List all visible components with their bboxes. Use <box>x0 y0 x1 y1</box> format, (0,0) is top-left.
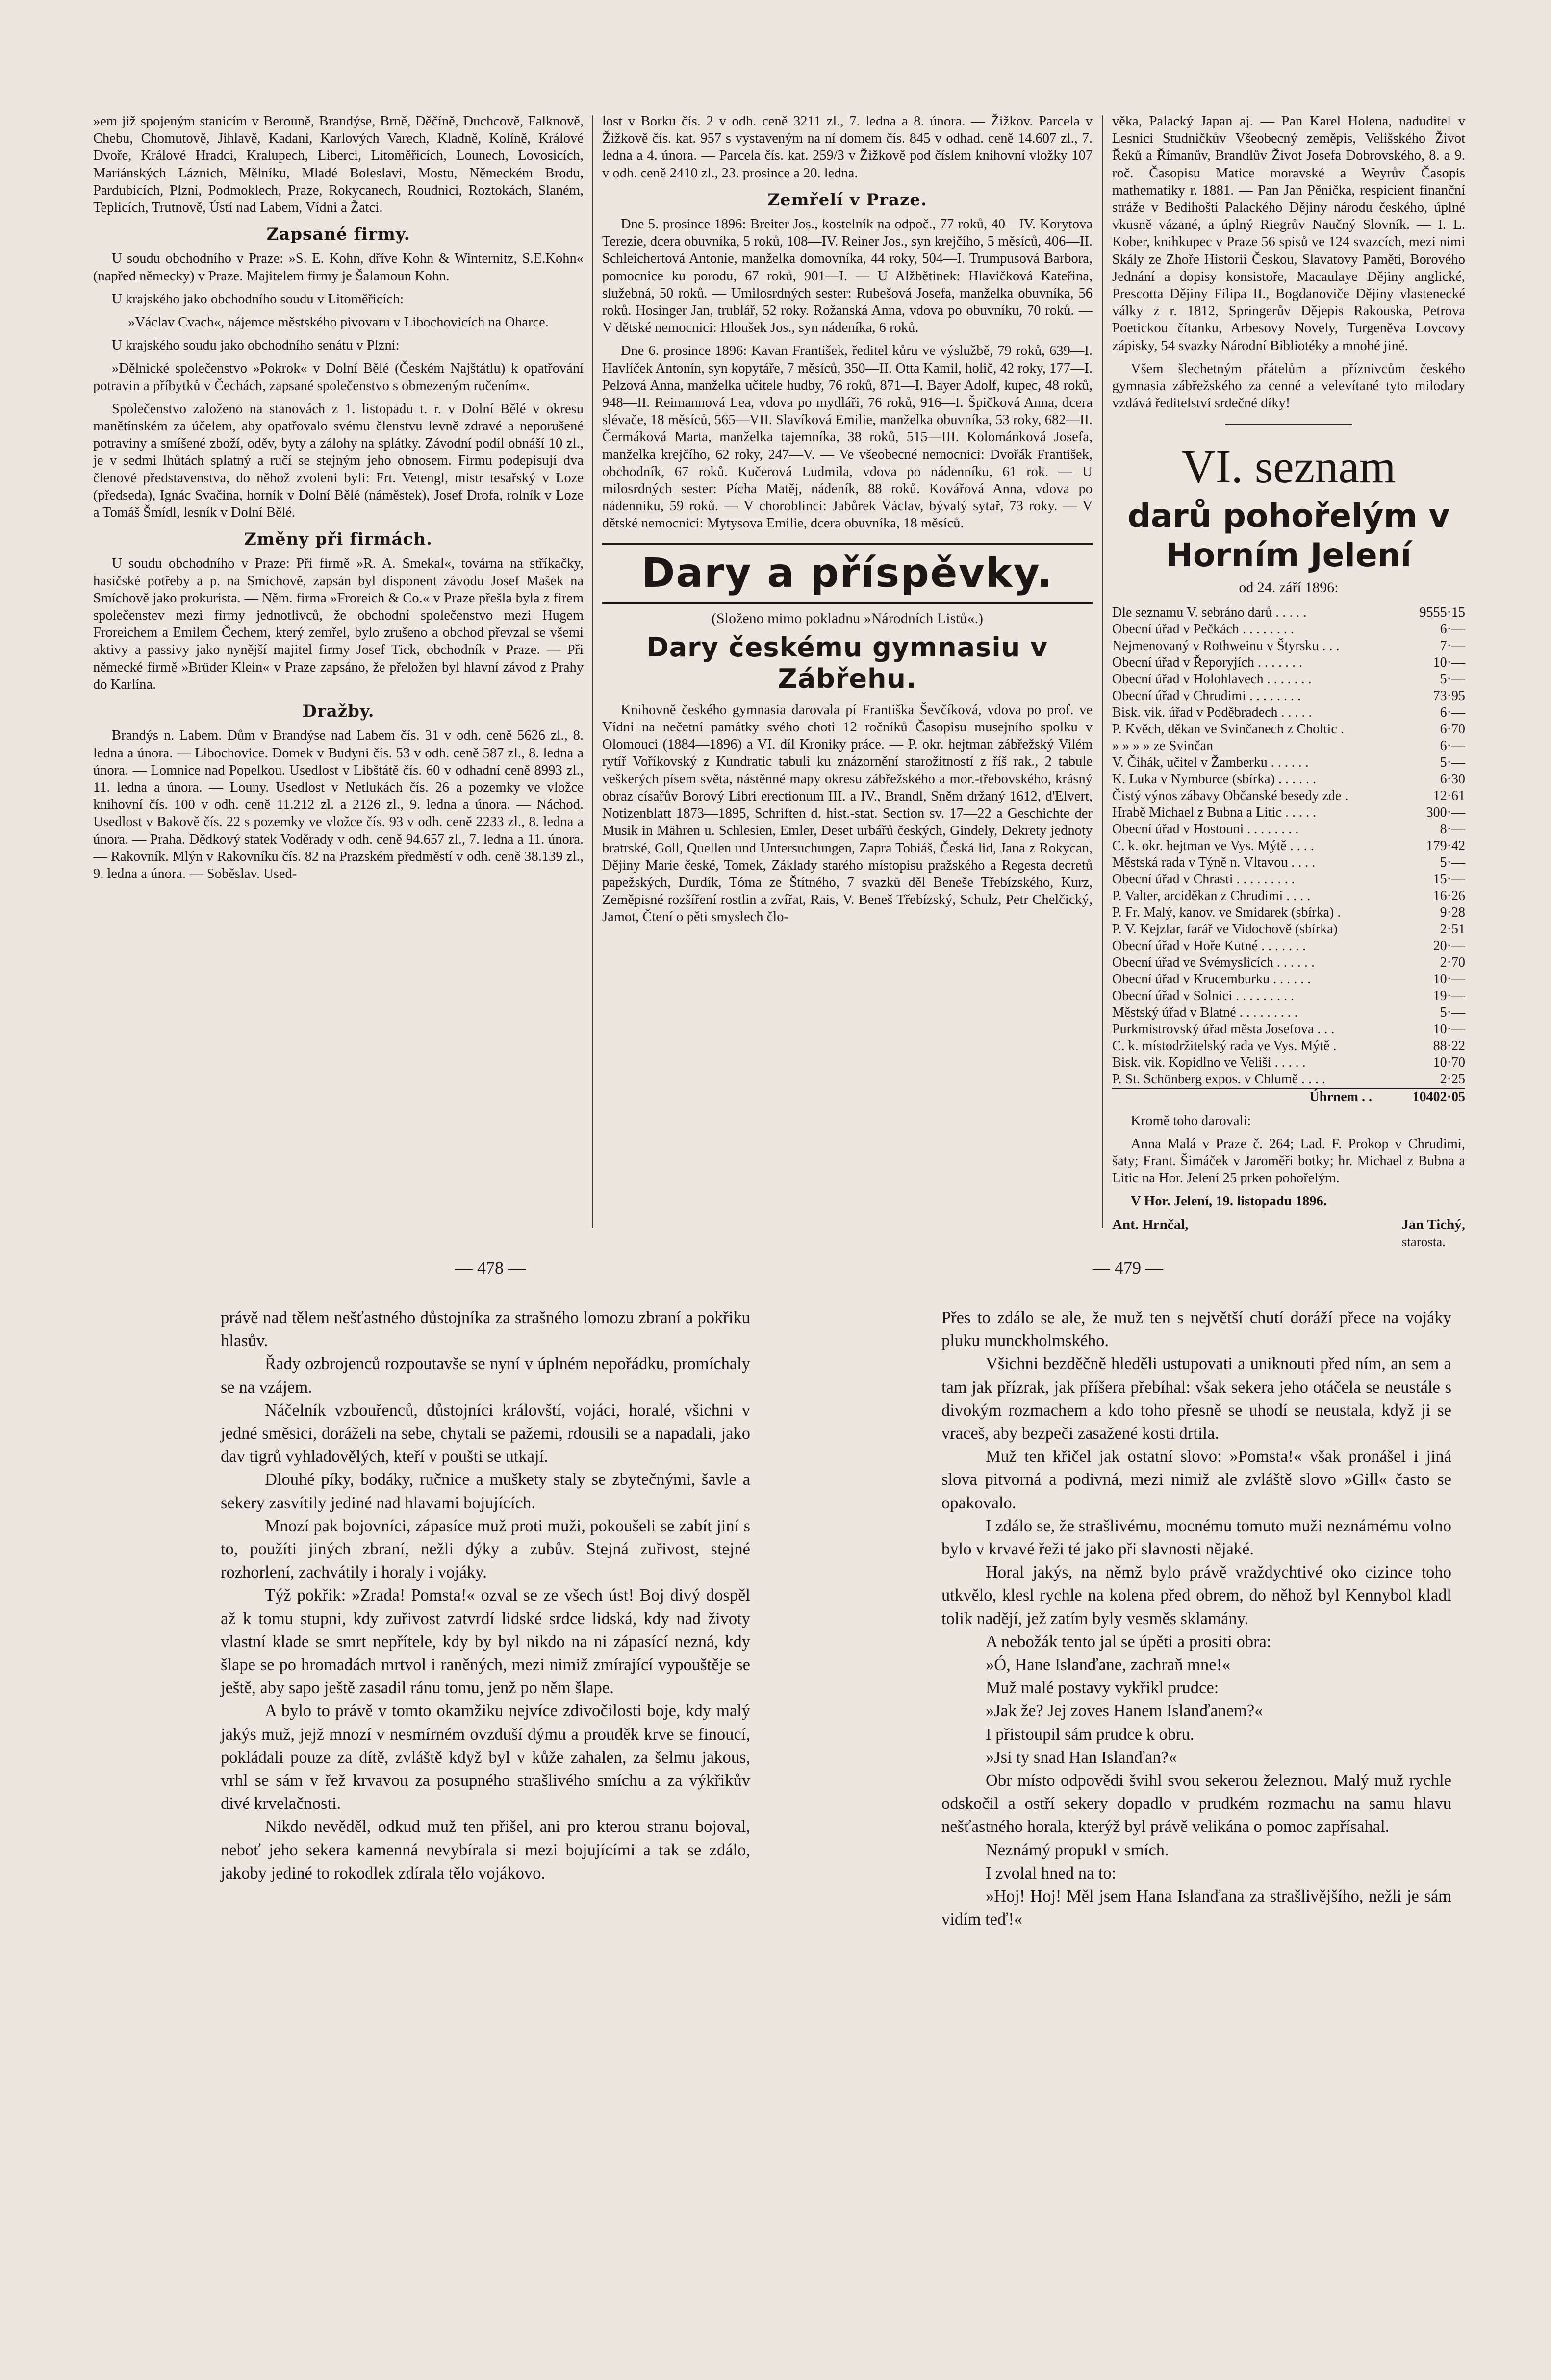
donor-name: Bisk. vik. úřad v Poděbradech . . . . . <box>1112 704 1312 720</box>
column-text: věka, Palacký Japan aj. — Pan Karel Holena, naduditel v Lesnici Studničkův Všeobecný zeměpis, Velišského Život Řeků a Římanův, Brandlův Život Josefa Dobrovského, 8. a 9. roč. Časopisu Matice moravské a Weyrův Časopis mathematiky r. 1881. — Pan Jan Pěnička, respicient finanční stráže v Bedihošti Palackého Dějiny národu českého, úplné vkusně vázané, a úplný Riegrův Naučný Slovník. — I. L. Kober, knihkupec v Praze 56 spisů ve 124 svazcích, mezi nimi Skály ze Zhoře Historii Českou, Slavatovy Paměti, Borového Jednání a dopisy konsistoře, Macaulaye Dějiny anglické, Prescotta Dějiny Filipa II., Bogdanoviče Dějiny vlastenecké války z r. 1812, Springerův Dějepis Rakouska, Petrova Poetickou čítanku, Arbesovy Novely, Turgeněva Lovcovy zápisky, 54 svazky Národní Bibliotéky a mnohé jiné. <box>1112 114 1465 353</box>
book-paragraph: Horal jakýs, na němž bylo právě vraždychtivé oko cizince toho utkvělo, klesl rychle na kolena před obrem, do něhož byl Kennybol kladl tolik nadějí, jež zatím byly vesměs sklamány. <box>941 1563 1451 1628</box>
book-paragraph: Týž pokřik: »Zrada! Pomsta!« ozval se ze všech úst! Boj divý dospěl až k tomu stupni, kdy zuřivost zatvrdí lidské srdce lidská, kdy nad životy vlastní klade se smrt nepřítele, kdy by byl nikdo na ni zápasící nezná, kdy šlape se po hromadách mrtvol i raněných, mezi nimiž zmírající vypouštěje se ještě, aby sapo ještě zasadil ránu tomu, jenž po něm šlape. <box>221 1586 750 1698</box>
donation-row <box>1112 1021 1465 1038</box>
donation-row <box>1112 938 1465 954</box>
column-text: U soudu obchodního v Praze: Při firmě »R. A. Smekal«, továrna na stříkačky, hasičské potřeby a p. na Smíchově, zapsán byl disponent závodu Josef Mašek na Smíchově jako prokurista. — Něm. firma »Froreich & Co.« v Praze přešla byla z firem společenstev mezi firmy jednotlivců, že obchodní společenstvo mezi Hugem Froreichem a Emilem Čechem, který zemřel, bylo zrušeno a obchod převzal se všemi aktivy a passivy jako nynější majitel firmy Josef Tick, obchodník v Praze. — Při německé firmě »Brüder Klein« v Praze zapsáno, že přeložen byl hlavní závod z Prahy do Karlína. <box>93 556 584 692</box>
donor-name: P. Kvěch, děkan ve Svinčanech z Choltic . <box>1112 721 1344 737</box>
signature-title: starosta. <box>1401 1234 1446 1249</box>
donor-name: Městská rada v Týně n. Vltavou . . . . <box>1112 854 1316 870</box>
column-text: Všem šlechetným přátelům a příznivcům českého gymnasia zábřežského za cenné a velevítané tyto milodary vzdává ředitelství srdečné díky! <box>1112 361 1465 411</box>
book-paragraph: Muž ten křičel jak ostatní slovo: »Pomsta!« však pronášel i jiná slova pitvorná a podivná, mezi nimiž ale zvláště slovo »Gill« často se opakovalo. <box>941 1447 1451 1512</box>
donor-name: Obecní úřad ve Svémyslicích . . . . . . <box>1112 954 1315 970</box>
donation-row <box>1112 721 1465 738</box>
donation-amount: 6·— <box>1440 621 1465 637</box>
donation-amount: 8·— <box>1440 821 1465 837</box>
book-paragraph: I zvolal hned na to: <box>986 1863 1117 1882</box>
donation-amount: 15·— <box>1433 871 1465 887</box>
donation-amount: 20·— <box>1433 938 1465 953</box>
book-paragraph: Obr místo odpovědi švihl svou sekerou železnou. Malý muž rychle odskočil a ostří sekery dopadlo v prudkém rozmachu na samu hlavu nešťastného horala, kterýž byl právě velikána o pomoc zapřísahal. <box>941 1771 1451 1836</box>
donor-name: Hrabě Michael z Bubna a Litic . . . . . <box>1112 804 1316 820</box>
donation-amount: 12·61 <box>1433 788 1465 803</box>
donation-total-label: Úhrnem . . <box>1112 1088 1382 1105</box>
donation-amount: 19·— <box>1433 988 1465 1003</box>
donation-row <box>1112 1004 1465 1021</box>
donor-name: Obecní úřad v Chrudimi . . . . . . . . <box>1112 688 1301 703</box>
column-text: Anna Malá v Praze č. 264; Lad. F. Prokop v Chrudimi, šaty; Frant. Šimáček v Jaroměři botky; hr. Michael z Bubna a Litic na Hor. Jelení 25 prken pohořelým. <box>1112 1136 1465 1186</box>
column-text: lost v Borku čís. 2 v odh. ceně 3211 zl., 7. ledna a 8. února. — Žižkov. Parcela v Žižkově čís. kat. 957 s vystaveným na ní domem čís. 845 v odhad. ceně 14.607 zl., 7. ledna a 4. února. — Parcela čís. kat. 259/3 v Žižkově pod číslem knihovní vložky 107 v odh. ceně 2410 zl., 23. prosince a 20. ledna. <box>602 114 1093 181</box>
column-2 <box>602 113 1093 932</box>
donation-amount: 2·51 <box>1440 921 1465 937</box>
donation-row <box>1112 871 1465 888</box>
donation-amount: 7·— <box>1440 638 1465 653</box>
donation-amount: 10·70 <box>1433 1054 1465 1070</box>
donation-row <box>1112 1038 1465 1054</box>
section-subbanner: Dary českému gymnasiu v Zábřehu. <box>646 631 1048 694</box>
donor-name: Obecní úřad v Holohlavech . . . . . . . <box>1112 671 1312 687</box>
column-rule <box>592 115 593 1228</box>
book-paragraph: Všichni bezděčně hleděli ustupovati a uniknouti před ním, an sem a tam jak přízrak, jak příšera přebíhal: však sekera jeho otáčela se neustále s divokým rozmachem a kdo toho přesně se uhodí se neustala, když ji se vraceš, aby bezpeči zasažené kosti drtila. <box>941 1354 1451 1443</box>
donation-amount: 9·28 <box>1440 904 1465 920</box>
donor-name: P. V. Kejzlar, farář ve Vidochově (sbírka) <box>1112 921 1338 937</box>
book-paragraph: Řady ozbrojenců rozpoutavše se nyní v úplném nepořádku, promíchaly se na vzájem. <box>221 1354 750 1397</box>
donation-amount: 5·— <box>1440 754 1465 770</box>
donor-name: Nejmenovaný v Rothweinu v Štyrsku . . . <box>1112 638 1340 653</box>
section-heading: Zapsané firmy. <box>266 225 410 245</box>
book-paragraph: právě nad tělem nešťastného důstojníka za strašného lomozu zbraní a pokřiku hlasův. <box>221 1308 750 1351</box>
donation-row <box>1112 704 1465 721</box>
signature-left: Ant. Hrnčal, <box>1112 1216 1189 1232</box>
donation-row <box>1112 754 1465 771</box>
column-1 <box>93 113 584 888</box>
donation-row <box>1112 988 1465 1004</box>
column-text: U soudu obchodního v Praze: »S. E. Kohn, dříve Kohn & Winternitz, S.E.Kohn« (napřed německy) v Praze. Majitelem firmy je Šalamoun Kohn. <box>93 251 584 284</box>
donation-table <box>1112 604 1465 1105</box>
list-subtitle: darů pohořelým v Horním Jelení <box>1127 497 1450 575</box>
donation-row <box>1112 654 1465 671</box>
section-heading: Dražby. <box>302 701 375 722</box>
book-paragraph: »Hoj! Hoj! Měl jsem Hana Islanďana za strašlivějšího, nežli je sám vidím teď!« <box>941 1887 1451 1929</box>
donation-row <box>1112 621 1465 638</box>
section-subheading: (Složeno mimo pokladnu »Národních Listů«.) <box>711 610 984 626</box>
book-paragraph: I přistoupil sám prudce k obru. <box>986 1725 1195 1744</box>
donation-amount: 5·— <box>1440 854 1465 870</box>
book-paragraph: Muž malé postavy vykřikl prudce: <box>986 1679 1219 1698</box>
column-text: »em již spojeným stanicím v Berouně, Brandýse, Brně, Děčíně, Duchcově, Falknově, Chebu, Chomutově, Jihlavě, Kadani, Karlových Varech, Kladně, Kolíně, Králové Dvoře, Králové Hradci, Kralupech, Liberci, Litoměřicích, Lounech, Lovosicích, Mariánských Láznich, Mělníku, Mladé Boleslavi, Mostu, Německém Brodu, Pardubicích, Plzni, Podmoklech, Praze, Rokycanech, Roudnici, Roztokách, Slaném, Teplicích, Trutnově, Ústí nad Labem, Vídni a Žatci. <box>93 114 584 216</box>
book-paragraph: A nebožák tento jal se úpěti a prositi obra: <box>986 1632 1271 1651</box>
book-paragraph: Neznámý propukl v smích. <box>986 1840 1169 1859</box>
column-3 <box>1112 113 1465 1251</box>
donor-name: Čistý výnos zábavy Občanské besedy zde . <box>1112 788 1348 803</box>
column-text: Dne 6. prosince 1896: Kavan František, ředitel kůru ve výslužbě, 79 roků, 639—I. Havlíček Antonín, syn kopytáře, 7 měsíců, 350—II. Otta Kamil, holič, 42 roky, 177—I. Pelzová Anna, manželka učitele hudby, 76 roků, 871—I. Bayer Adolf, kupec, 48 roků, 948—II. Reimannová Lea, vdova po mydláři, 76 roků, 916—I. Špičková Anna, dcera slévače, 18 měsíců, 565—VII. Slavíková Emilie, manželka obuvníka, 53 roky, 682—II. Čermáková Marta, manželka tajemníka, 38 roků, 515—III. Kolománková Josefa, manželka krejčího, 62 roky, 247—V. — Ve všeobecné nemocnici: Dvořák František, obchodník, 67 roků. Kučerová Ludmila, vdova po nádenníku, 61 rok. — U milosrdných sester: Pícha Matěj, nádeník, 88 roků. Kovářová Anna, vdova po nádenníku, 59 roků. — V choroblinci: Jabůrek Václav, bývalý sytař, 73 roky. — V dětské nemocnici: Mytysova Emilie, dcera obuvníka, 18 měsíců. <box>602 343 1093 531</box>
column-text: U krajského soudu jako obchodního senátu v Plzni: <box>112 338 400 353</box>
column-text: Dne 5. prosince 1896: Breiter Jos., kostelník na odpoč., 77 roků, 40—IV. Korytova Terezie, dcera obuvníka, 5 roků, 108—IV. Reiner Jos., syn krejčího, 5 měsíců, 406—II. Schleichertová Antonie, manželka domovníka, 44 roky, 504—I. Trumpusová Barbora, pomocnice ku porodu, 67 roků, 901—I. — U Alžbětinek: Hlavičková Kateřina, služebná, 50 roků. — Umilosrdných sester: Rubešová Josefa, manželka obuvníka, 56 roků. Hosinger Jan, trublář, 52 roky. Rožanská Anna, vdova po obuvníku, 70 roků. — V dětské nemocnici: Hloušek Jos., syn nádeníka, 6 roků. <box>602 217 1093 336</box>
donation-row <box>1112 771 1465 788</box>
donor-name: C. k. místodržitelský rada ve Vys. Mýtě . <box>1112 1038 1337 1053</box>
donation-amount: 5·— <box>1440 1004 1465 1020</box>
donor-name: K. Luka v Nymburce (sbírka) . . . . . . <box>1112 771 1317 787</box>
donation-amount: 6·— <box>1440 738 1465 753</box>
donor-name: Dle seznamu V. sebráno darů . . . . . <box>1112 604 1307 620</box>
column-text: Brandýs n. Labem. Dům v Brandýse nad Labem čís. 31 v odh. ceně 5626 zl., 8. ledna a února. — Libochovice. Domek v Budyni čís. 53 v odh. ceně 587 zl., 8. ledna a února. — Lomnice nad Popelkou. Usedlost v Libštátě čís. 60 v odhadní ceně 8993 zl., 11. ledna a února. — Louny. Usedlost v Netlukách čís. 26 a pozemky ve vložce knihovní čís. 100 v odh. ceně 11.212 zl. a 2126 zl., 9. ledna a února. — Náchod. Usedlost v Bakově čís. 22 s pozemky ve vložce čís. 93 v odh. ceně 2233 zl., 8. ledna a února. — Praha. Dědkový statek Voděrady v odh. ceně 94.657 zl., 7. ledna a 11. února. — Rakovník. Mlýn v Rakovníku čís. 82 na Prazském předměstí v odh. ceně 38.139 zl., 9. ledna a února. — Soběslav. Used- <box>93 728 584 881</box>
section-heading: Zemřelí v Praze. <box>767 190 927 210</box>
page-number-left: — 478 — <box>455 1258 526 1278</box>
donation-row <box>1112 971 1465 988</box>
donation-row <box>1112 804 1465 821</box>
column-text: U krajského jako obchodního soudu v Litoměřicích: <box>112 291 404 307</box>
donation-amount: 6·30 <box>1440 771 1465 787</box>
donation-row <box>1112 671 1465 688</box>
donor-name: » » » » ze Svinčan <box>1112 738 1214 753</box>
donor-name: Obecní úřad v Krucemburku . . . . . . <box>1112 971 1311 987</box>
donor-name: Obecní úřad v Řeporyjích . . . . . . . <box>1112 654 1303 670</box>
list-date: od 24. září 1896: <box>1239 579 1339 596</box>
donation-amount: 6·70 <box>1440 721 1465 737</box>
donation-amount: 10·— <box>1433 1021 1465 1037</box>
donation-amount: 10·— <box>1433 654 1465 670</box>
book-paragraph: »Jak že? Jej zoves Hanem Islanďanem?« <box>986 1702 1263 1721</box>
donation-row <box>1112 954 1465 971</box>
book-paragraph: Mnozí pak bojovníci, zápasíce muž proti muži, pokoušeli se zabít jiní s to, použíti jiných zbraní, nežli dýky a zubův. Stejná zuřivost, stejné rozhorlení, zachvátily i horaly i vojáky. <box>221 1516 750 1582</box>
column-text: Knihovně českého gymnasia darovala pí Františka Ševčíková, vdova po prof. ve Vídni na nečetní památky svého choti 12 ročníků Časopisu musejního spolku v Olomouci (1884—1896) a VI. díl Kroniky práce. — P. okr. hejtman zábřežský Vilém rytíř Voříkovský z Kundratic tabuli ku znázornění starožitností z říš rak., 2 tabule veškerých písem světa, nástěnné mapy okresu zábřežského a mor.-třebovského, krásný obraz císařův Borový Libri erectionum III. a IV., Brandl, Sněm držaný 1612, d'Elvert, Notizenblatt 1873—1895, Schriften d. hist.-stat. Section sv. 17—22 a Geschichte der Musik in Mähren u. Schlesien, Emler, Deset urbářů českých, Gindely, Dekrety jednoty bratrské, Goll, Quellen und Untersuchungen, Zapra Tobiáš, Česká lid, Jana z Rokycan, Dějiny Marie české, Tomek, Základy starého místopisu pražského a Regesta decretů papežských, Durdík, Tóma ze Štítného, 7 svazků děl Beneše Třebízského, Kurz, Zeměpisné rozšíření rostlin a zvířat, Rais, V. Beneš Třebízský, Schulz, Petr Chelčický, Jamot, Čtení o pěti smyslech člo- <box>602 702 1093 925</box>
book-paragraph: Nikdo nevěděl, odkud muž ten přišel, ani pro kterou stranu bojoval, neboť jeho sekera kamenná nevybírala si mezi bojujícími a tak se zdálo, jakoby jediné to rokodlek zdírala tělo vojákovo. <box>221 1817 750 1882</box>
donor-name: Obecní úřad v Pečkách . . . . . . . . <box>1112 621 1294 637</box>
donation-amount: 2·70 <box>1440 954 1465 970</box>
donation-row <box>1112 854 1465 871</box>
donation-amount: 10·— <box>1433 971 1465 987</box>
donation-total-value: 10402·05 <box>1382 1088 1465 1105</box>
section-banner: Dary a příspěvky. <box>602 543 1093 604</box>
column-text: »Václav Cvach«, nájemce městského pivovaru v Libochovicích na Oharce. <box>128 315 549 330</box>
signature-right: Jan Tichý, <box>1401 1216 1465 1232</box>
donation-row <box>1112 921 1465 938</box>
donor-name: Purkmistrovský úřad města Josefova . . . <box>1112 1021 1335 1037</box>
donation-row <box>1112 821 1465 838</box>
book-paragraph: »Jsi ty snad Han Islanďan?« <box>986 1748 1177 1767</box>
book-paragraph: A bylo to právě v tomto okamžiku nejvíce zdivočilosti boje, kdy malý jakýs muž, jejž mnozí v nesmírném ovzduší dýmu a prouděk krve se finoucí, pokládali pouze za dítě, zvláště když byl v kůže zahalen, za šelmu jakous, vrhl se sám v řež krvavou za posupného strašlivého smíchu a za výkřikův divé krvelačnosti. <box>221 1702 750 1813</box>
donor-name: C. k. okr. hejtman ve Vys. Mýtě . . . . <box>1112 838 1314 853</box>
donation-row <box>1112 838 1465 854</box>
column-text: »Dělnické společenstvo »Pokrok« v Dolní Bělé (Českém Najštátlu) k opatřování potravin a příbytků v Čechách, zapsané společenstvo s obmezeným ručením«. <box>93 361 584 394</box>
donor-name: Obecní úřad v Hostouni . . . . . . . . <box>1112 821 1299 837</box>
section-heading: Změny při firmách. <box>244 529 432 550</box>
donation-amount: 88·22 <box>1433 1038 1465 1053</box>
book-paragraph: Přes to zdálo se ale, že muž ten s největší chutí doráží přece na vojáky pluku munckholmského. <box>941 1308 1451 1351</box>
donation-total-row <box>1112 1088 1465 1105</box>
donor-name: V. Čihák, učitel v Žamberku . . . . . . <box>1112 754 1309 770</box>
divider <box>1225 424 1352 425</box>
book-paragraph: I zdálo se, že strašlivému, mocnému tomuto muži neznámému volno bylo v krvavé řeži té jako při slavnosti nějaké. <box>941 1516 1451 1559</box>
donation-amount: 6·— <box>1440 704 1465 720</box>
book-paragraph: Náčelník vzbouřenců, důstojníci královští, vojáci, horalé, všichni v jedné směsici, doráželi na sebe, chytali se pažemi, rdousili se a napadali, jako dav tigrů vyhladovělých, kteří v poušti se utkají. <box>221 1401 750 1466</box>
donor-name: Městský úřad v Blatné . . . . . . . . . <box>1112 1004 1298 1020</box>
donation-row <box>1112 1054 1465 1071</box>
donor-name: Obecní úřad v Solnici . . . . . . . . . <box>1112 988 1294 1003</box>
book-text-left <box>221 1306 750 1885</box>
donation-row <box>1112 688 1465 704</box>
book-paragraph: »Ó, Hane Islanďane, zachraň mne!« <box>986 1655 1231 1675</box>
column-text: Kromě toho darovali: <box>1131 1113 1251 1128</box>
donation-row <box>1112 788 1465 804</box>
dateline: V Hor. Jelení, 19. listopadu 1896. <box>1131 1194 1327 1209</box>
donor-name: Bisk. vik. Kopidlno ve Veliši . . . . . <box>1112 1054 1306 1070</box>
donor-name: Obecní úřad v Chrasti . . . . . . . . . <box>1112 871 1295 887</box>
donation-row <box>1112 638 1465 654</box>
page-number-right: — 479 — <box>1093 1258 1163 1278</box>
donation-row <box>1112 904 1465 921</box>
donation-row <box>1112 888 1465 904</box>
donation-amount: 179·42 <box>1426 838 1465 853</box>
donation-row <box>1112 604 1465 621</box>
book-text-right <box>941 1306 1451 1931</box>
donor-name: Obecní úřad v Hoře Kutné . . . . . . . <box>1112 938 1306 953</box>
column-rule <box>1102 115 1103 1228</box>
donation-amount: 300·— <box>1426 804 1465 820</box>
donor-name: P. St. Schönberg expos. v Chlumě . . . . <box>1112 1071 1326 1087</box>
list-title: VI. seznam <box>1181 440 1396 493</box>
donor-name: P. Fr. Malý, kanov. ve Smidarek (sbírka) . <box>1112 904 1341 920</box>
donation-amount: 2·25 <box>1440 1071 1465 1087</box>
donation-amount: 73·95 <box>1433 688 1465 703</box>
donation-row <box>1112 1071 1465 1088</box>
book-paragraph: Dlouhé píky, bodáky, ručnice a muškety staly se zbytečnými, šavle a sekery zasvítily jediné nad hlavami bojujících. <box>221 1470 750 1512</box>
donation-amount: 16·26 <box>1433 888 1465 903</box>
donation-row <box>1112 738 1465 754</box>
donation-amount: 5·— <box>1440 671 1465 687</box>
column-text: Společenstvo založeno na stanovách z 1. listopadu t. r. v Dolní Bělé v okresu manětínském za účelem, aby opatřovalo svému členstvu levně zdravé a neporušené potraviny a smíšené zboží, oděv, byty a zálohy na splátky. Závodní podíl obnáší 10 zl., je v sedmi lhůtách splatný a ručí se stejným jeho obnosem. Firmu podepisují dva členové představenstva, do něhož zvoleni byli: Frt. Vetengl, mistr tesařský v Loze (předseda), Ignác Svačina, horník v Dolní Bělé (náměstek), Josef Drofa, rolník v Loze a Tomáš Šmídl, lesník v Dolní Bělé. <box>93 401 584 521</box>
donor-name: P. Valter, arciděkan z Chrudimi . . . . <box>1112 888 1311 903</box>
donation-amount: 9555·15 <box>1419 604 1465 620</box>
signatures <box>1112 1216 1465 1233</box>
